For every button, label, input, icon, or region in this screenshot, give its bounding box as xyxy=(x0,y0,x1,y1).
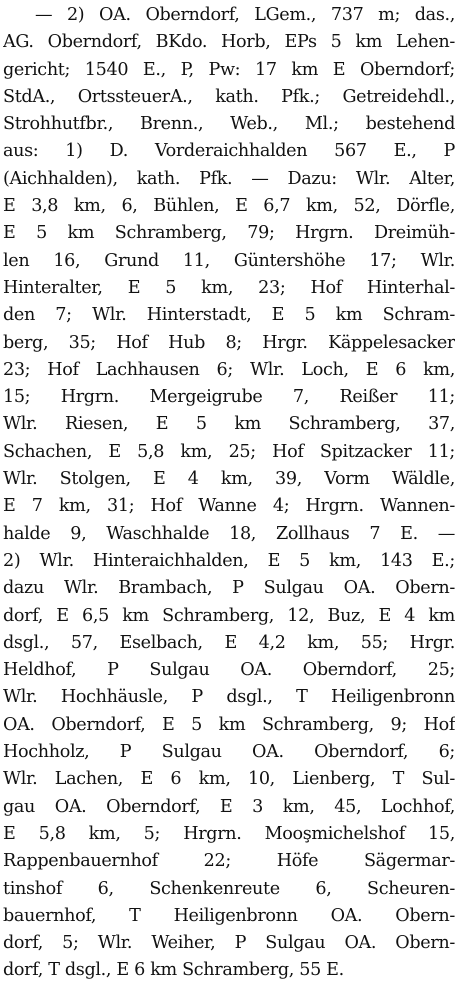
gazetteer-entry-oberndorf xyxy=(3,2,455,985)
text-line: Heldhof, P Sulgau OA. Oberndorf, 25; xyxy=(3,660,455,681)
text-line: E 5,8 km, 5; Hrgrn. Mooşmichelshof 15, xyxy=(3,823,455,844)
text-line: E 7 km, 31; Hof Wanne 4; Hrgrn. Wannen- xyxy=(3,496,455,517)
text-line: 15; Hrgrn. Mergeigrube 7, Reißer 11; xyxy=(3,387,455,408)
text-line: bauernhof, T Heiligenbronn OA. Obern- xyxy=(3,905,455,926)
text-line: — 2) OA. Oberndorf, LGem., 737 m; das., xyxy=(35,5,455,25)
text-line: gau OA. Oberndorf, E 3 km, 45, Lochhof, xyxy=(3,796,455,817)
text-line: dorf, E 6,5 km Schramberg, 12, Buz, E 4 km xyxy=(3,605,455,626)
text-line: den 7; Wlr. Hinterstadt, E 5 km Schram- xyxy=(3,305,455,326)
text-line: gericht; 1540 E., P, Pw: 17 km E Oberndorf; xyxy=(3,59,455,80)
text-line: berg, 35; Hof Hub 8; Hrgr. Käppelesacker xyxy=(3,332,455,353)
text-line: halde 9, Waschhalde 18, Zollhaus 7 E. — xyxy=(3,523,455,544)
text-line: dorf, 5; Wlr. Weiher, P Sulgau OA. Obern- xyxy=(3,933,455,954)
text-line: E 5 km Schramberg, 79; Hrgrn. Dreimüh- xyxy=(3,223,455,244)
text-line: Hinteralter, E 5 km, 23; Hof Hinterhal- xyxy=(3,277,455,298)
text-line: Hochholz, P Sulgau OA. Oberndorf, 6; xyxy=(3,742,455,763)
text-line: Wlr. Stolgen, E 4 km, 39, Vorm Wäldle, xyxy=(3,469,455,490)
text-line: Rappenbauernhof 22; Höfe Sägermar- xyxy=(3,851,455,872)
text-line: StdA., OrtssteuerA., kath. Pfk.; Getreidehdl., xyxy=(3,86,455,107)
text-line: AG. Oberndorf, BKdo. Horb, EPs 5 km Lehen- xyxy=(3,32,455,53)
text-line: dorf, T dsgl., E 6 km Schramberg, 55 E. xyxy=(3,960,344,981)
text-line: E 3,8 km, 6, Bühlen, E 6,7 km, 52, Dörfle, xyxy=(3,196,455,217)
text-line: tinshof 6, Schenkenreute 6, Scheuren- xyxy=(3,878,455,899)
text-line: Schachen, E 5,8 km, 25; Hof Spitzacker 11; xyxy=(3,441,455,462)
text-line: aus: 1) D. Vorderaichhalden 567 E., P xyxy=(3,141,455,162)
text-line: len 16, Grund 11, Güntershöhe 17; Wlr. xyxy=(3,250,455,271)
text-line: Wlr. Hochhäusle, P dsgl., T Heiligenbronn xyxy=(3,687,455,708)
text-line: 23; Hof Lachhausen 6; Wlr. Loch, E 6 km, xyxy=(3,359,455,380)
text-line: OA. Oberndorf, E 5 km Schramberg, 9; Hof xyxy=(3,714,455,735)
text-line: (Aichhalden), kath. Pfk. — Dazu: Wlr. Alter, xyxy=(3,168,455,189)
text-line: dazu Wlr. Brambach, P Sulgau OA. Obern- xyxy=(3,578,455,599)
text-line: Wlr. Lachen, E 6 km, 10, Lienberg, T Sul- xyxy=(3,769,455,790)
text-line: 2) Wlr. Hinteraichhalden, E 5 km, 143 E.; xyxy=(3,550,455,571)
text-line: Strohhutfbr., Brenn., Web., Ml.; bestehend xyxy=(3,114,455,135)
text-line: Wlr. Riesen, E 5 km Schramberg, 37, xyxy=(3,414,455,435)
text-line: dsgl., 57, Eselbach, E 4,2 km, 55; Hrgr. xyxy=(3,632,455,653)
